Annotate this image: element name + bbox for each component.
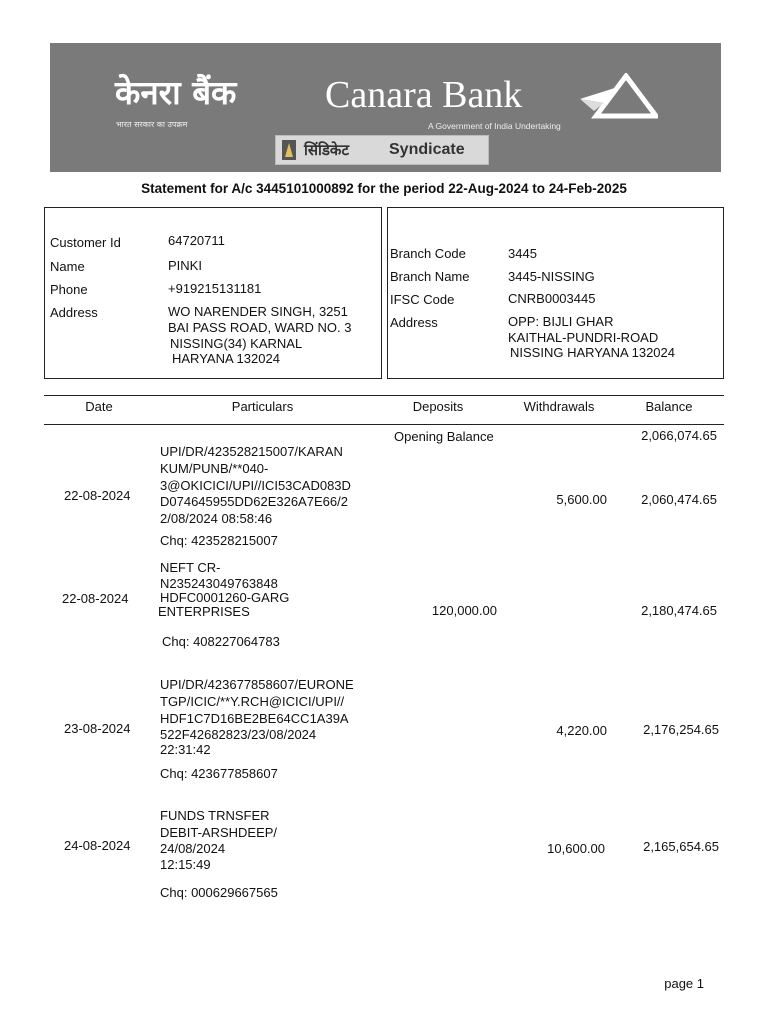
- canara-triangle-logo-icon: [578, 73, 658, 119]
- row-cheque-number: Chq: 408227064783: [162, 634, 280, 649]
- row-particulars-line: TGP/ICIC/**Y.RCH@ICICI/UPI//: [160, 694, 345, 709]
- row-cheque-number: Chq: 000629667565: [160, 885, 278, 900]
- row-deposit: 120,000.00: [431, 603, 497, 618]
- bank-header-banner: [50, 43, 721, 172]
- row-withdrawal: 5,600.00: [556, 492, 607, 507]
- row-withdrawal: 10,600.00: [547, 841, 605, 856]
- row-particulars-line: NEFT CR-: [160, 560, 221, 575]
- row-particulars-line: FUNDS TRNSFER: [160, 808, 270, 823]
- row-date: 22-08-2024: [64, 488, 131, 503]
- row-particulars-line: KUM/PUNB/**040-: [160, 461, 269, 476]
- row-particulars-line: 12:15:49: [160, 857, 211, 872]
- customer-id-value: 64720711: [168, 233, 225, 248]
- row-particulars-line: 24/08/2024: [160, 841, 226, 856]
- name-label: Name: [50, 259, 85, 274]
- customer-address-line: WO NARENDER SINGH, 3251: [168, 304, 348, 319]
- opening-balance-value: 2,066,074.65: [641, 428, 717, 443]
- row-cheque-number: Chq: 423677858607: [160, 766, 278, 781]
- branch-address-label: Address: [390, 315, 438, 330]
- row-particulars-line: UPI/DR/423677858607/EURONE: [160, 677, 354, 692]
- row-date: 23-08-2024: [64, 721, 131, 736]
- row-date: 22-08-2024: [62, 591, 129, 606]
- syndicate-name-english: Syndicate: [389, 141, 465, 158]
- row-particulars-line: HDF1C7D16BE2BE64CC1A39A: [160, 711, 349, 726]
- row-particulars-line: 3@OKICICI/UPI//ICI53CAD083D: [160, 478, 351, 493]
- syndicate-emblem-icon: [281, 139, 297, 161]
- syndicate-name-hindi: सिंडिकेट: [304, 141, 350, 159]
- branch-code-value: 3445: [508, 246, 537, 261]
- row-date: 24-08-2024: [64, 838, 131, 853]
- column-header-balance: Balance: [645, 399, 693, 414]
- bank-name-hindi: केनरा बैंक: [115, 73, 237, 112]
- row-balance: 2,165,654.65: [643, 839, 719, 854]
- statement-title: Statement for A/c 3445101000892 for the period 22-Aug-2024 to 24-Feb-2025: [141, 181, 627, 196]
- row-particulars-line: D074645955DD62E326A7E66/2: [160, 494, 348, 509]
- opening-balance-label: Opening Balance: [394, 429, 494, 444]
- row-particulars-line: DEBIT-ARSHDEEP/: [160, 825, 278, 840]
- row-balance: 2,176,254.65: [643, 722, 719, 737]
- row-particulars-line: 2/08/2024 08:58:46: [160, 511, 273, 526]
- row-particulars-line: 522F42682823/23/08/2024: [160, 727, 317, 742]
- bank-name-english: Canara Bank: [325, 74, 523, 116]
- branch-name-label: Branch Name: [390, 269, 470, 284]
- row-cheque-number: Chq: 423528215007: [160, 533, 278, 548]
- customer-address-line: NISSING(34) KARNAL: [170, 336, 303, 351]
- row-particulars-line: 22:31:42: [160, 742, 211, 757]
- column-header-deposits: Deposits: [412, 399, 464, 414]
- customer-address-label: Address: [50, 305, 98, 320]
- branch-code-label: Branch Code: [390, 246, 466, 261]
- ifsc-label: IFSC Code: [390, 292, 455, 307]
- table-header-rule: [44, 424, 724, 425]
- customer-address-line: BAI PASS ROAD, WARD NO. 3: [168, 320, 352, 335]
- row-balance: 2,060,474.65: [641, 492, 717, 507]
- row-balance: 2,180,474.65: [641, 603, 717, 618]
- customer-address-line: HARYANA 132024: [172, 351, 280, 366]
- page-number: page 1: [664, 976, 704, 991]
- phone-value: +919215131181: [168, 281, 262, 296]
- row-particulars-line: ENTERPRISES: [158, 604, 250, 619]
- branch-name-value: 3445-NISSING: [508, 269, 595, 284]
- branch-address-line: NISSING HARYANA 132024: [510, 345, 675, 360]
- english-tagline: A Government of India Undertaking: [428, 121, 561, 131]
- row-withdrawal: 4,220.00: [556, 723, 607, 738]
- column-header-withdrawals: Withdrawals: [523, 399, 595, 414]
- syndicate-badge: [275, 135, 489, 165]
- ifsc-value: CNRB0003445: [508, 291, 596, 306]
- row-particulars-line: N235243049763848: [160, 576, 278, 591]
- table-top-rule: [44, 395, 724, 396]
- customer-id-label: Customer Id: [50, 235, 121, 250]
- column-header-particulars: Particulars: [231, 399, 294, 414]
- row-particulars-line: HDFC0001260-GARG: [160, 590, 290, 605]
- row-particulars-line: UPI/DR/423528215007/KARAN: [160, 444, 343, 459]
- name-value: PINKI: [168, 258, 202, 273]
- branch-address-line: OPP: BIJLI GHAR: [508, 314, 614, 329]
- column-header-date: Date: [85, 399, 113, 414]
- hindi-tagline: भारत सरकार का उपक्रम: [116, 120, 188, 129]
- phone-label: Phone: [50, 282, 88, 297]
- branch-address-line: KAITHAL-PUNDRI-ROAD: [508, 330, 659, 345]
